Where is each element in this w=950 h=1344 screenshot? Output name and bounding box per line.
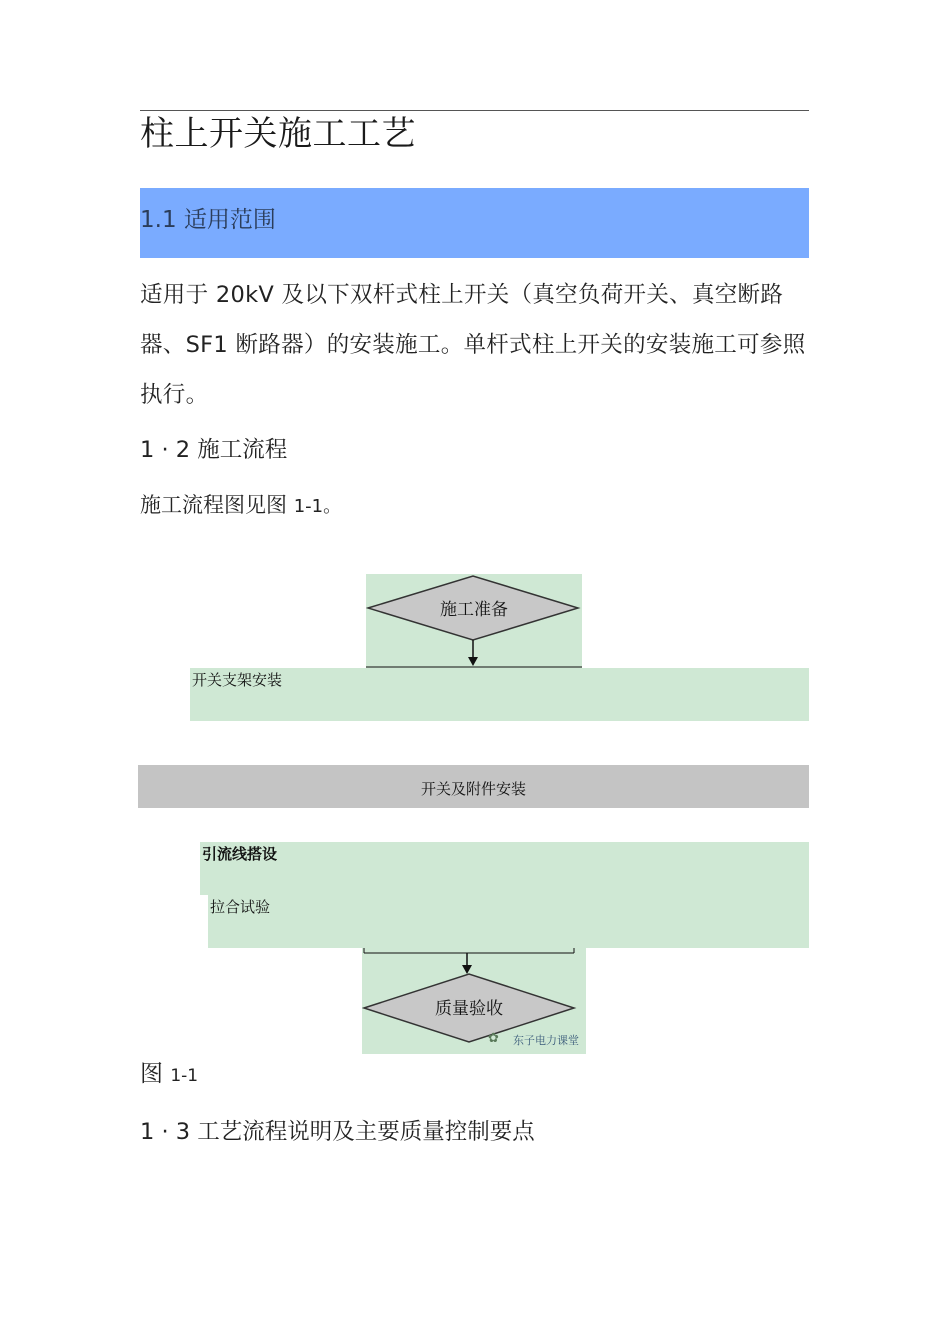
flow-step-lead-wire: 引流线搭设: [202, 845, 278, 863]
watermark-text: 东子电力课堂: [513, 1034, 579, 1047]
flow-step-lead-panel: [200, 842, 809, 895]
section-1-1-heading: 1.1 适用范围: [140, 207, 276, 233]
scope-paragraph: 适用于 20kV 及以下双杆式柱上开关（真空负荷开关、真空断路器、SF1 断路器）的安装施工。单杆式柱上开关的安装施工可参照执行。: [140, 282, 806, 408]
flow-arrowhead: [468, 657, 478, 666]
flow-step-inspection: 质量验收: [435, 999, 503, 1019]
flow-step-prepare: 施工准备: [440, 600, 508, 620]
flow-top-diagram: [366, 574, 582, 668]
figure-caption-number: 1-1: [170, 1066, 199, 1086]
flow-step-switch-accessories: 开关及附件安装: [420, 780, 526, 798]
figure-caption-prefix: 图: [140, 1061, 163, 1087]
section-1-3-heading: 1 · 3 工艺流程说明及主要质量控制要点: [140, 1119, 535, 1145]
figure-caption: [140, 1056, 198, 1094]
flow-arrowhead-2: [462, 965, 472, 974]
flow-step-bracket-panel: [190, 668, 809, 721]
flow-step-bracket: 开关支架安装: [192, 671, 283, 689]
flow-reference-text: [140, 488, 341, 524]
flow-reference-figure: 1-1。: [293, 496, 342, 517]
section-1-2-heading: 1 · 2 施工流程: [140, 437, 288, 463]
document-title: 柱上开关施工工艺: [140, 114, 416, 154]
flow-step-trial: 拉合试验: [210, 898, 271, 916]
flow-step-trial-panel: [208, 895, 809, 948]
flow-reference-label: 施工流程图见图: [140, 493, 287, 517]
wechat-icon: ✿: [488, 1031, 499, 1046]
